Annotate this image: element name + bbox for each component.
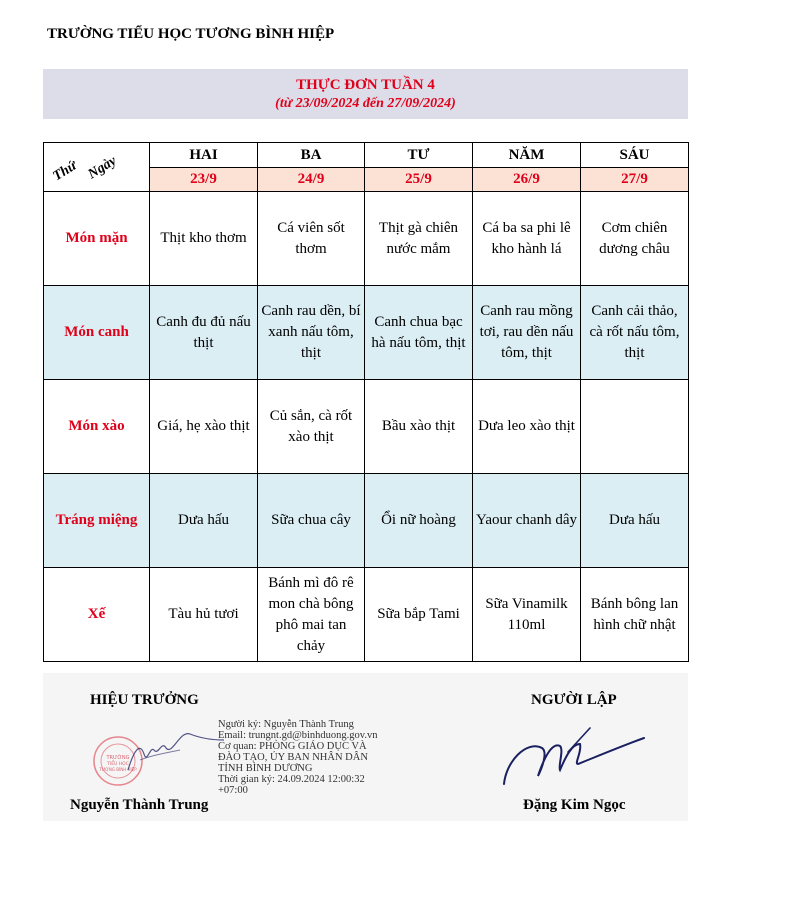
principal-title: HIỆU TRƯỞNG <box>90 692 199 708</box>
date-cell: 25/9 <box>365 168 473 192</box>
date-cell: 27/9 <box>581 168 689 192</box>
day-header: TƯ <box>365 143 473 168</box>
menu-cell: Canh chua bạc hà nấu tôm, thịt <box>365 286 473 380</box>
table-row <box>44 568 689 662</box>
menu-cell: Giá, hẹ xào thịt <box>150 380 258 474</box>
menu-cell: Cá ba sa phi lê kho hành lá <box>473 192 581 286</box>
digital-line: Email: trungnt.gd@binhduong.gov.vn <box>218 730 378 741</box>
preparer-name: Đặng Kim Ngọc <box>523 797 626 813</box>
day-header: BA <box>258 143 365 168</box>
preparer-title: NGƯỜI LẬP <box>531 692 617 708</box>
menu-cell: Thịt gà chiên nước mắm <box>365 192 473 286</box>
menu-cell: Sữa bắp Tami <box>365 568 473 662</box>
digital-line: Cơ quan: PHÒNG GIÁO DỤC VÀ <box>218 741 367 752</box>
menu-cell: Canh đu đủ nấu thịt <box>150 286 258 380</box>
principal-signature-icon <box>120 720 230 780</box>
menu-cell: Cơm chiên dương châu <box>581 192 689 286</box>
menu-cell: Canh rau mồng tơi, rau dền nấu tôm, thịt <box>473 286 581 380</box>
menu-cell: Sữa Vinamilk 110ml <box>473 568 581 662</box>
menu-cell: Canh rau dền, bí xanh nấu tôm, thịt <box>258 286 365 380</box>
corner-thu: Thứ <box>50 158 80 185</box>
menu-cell: Cá viên sốt thơm <box>258 192 365 286</box>
date-cell: 26/9 <box>473 168 581 192</box>
menu-cell: Dưa hấu <box>150 474 258 568</box>
corner-ngay: Ngày <box>85 153 120 183</box>
digital-line: Thời gian ký: 24.09.2024 12:00:32 <box>218 774 365 785</box>
menu-cell: Bánh mì đô rê mon chà bông phô mai tan chảy <box>258 568 365 662</box>
menu-banner <box>43 69 688 119</box>
row-label: Xế <box>44 568 150 662</box>
row-label: Tráng miệng <box>44 474 150 568</box>
row-label: Món xào <box>44 380 150 474</box>
digital-line: ĐÀO TẠO, ỦY BAN NHÂN DÂN <box>218 752 368 763</box>
digital-signature-info <box>218 719 408 796</box>
menu-cell: Củ sắn, cà rốt xào thịt <box>258 380 365 474</box>
menu-date-range: (từ 23/09/2024 đến 27/09/2024) <box>275 96 456 111</box>
menu-cell: Dưa leo xào thịt <box>473 380 581 474</box>
table-row <box>44 192 689 286</box>
table-row <box>44 380 689 474</box>
weekly-menu-table <box>43 142 689 662</box>
menu-cell <box>581 380 689 474</box>
date-cell: 23/9 <box>150 168 258 192</box>
day-row <box>44 143 689 168</box>
menu-cell: Yaour chanh dây <box>473 474 581 568</box>
corner-header <box>44 143 150 192</box>
preparer-signature-icon <box>498 722 648 792</box>
menu-cell: Canh cải thảo, cà rốt nấu tôm, thịt <box>581 286 689 380</box>
row-label: Món canh <box>44 286 150 380</box>
menu-cell: Bánh bông lan hình chữ nhật <box>581 568 689 662</box>
menu-cell: Sữa chua cây <box>258 474 365 568</box>
day-header: NĂM <box>473 143 581 168</box>
menu-cell: Dưa hấu <box>581 474 689 568</box>
digital-line: +07:00 <box>218 785 248 796</box>
menu-cell: Tàu hủ tươi <box>150 568 258 662</box>
menu-cell: Bầu xào thịt <box>365 380 473 474</box>
day-header: SÁU <box>581 143 689 168</box>
principal-name: Nguyễn Thành Trung <box>70 797 209 813</box>
svg-text:TRƯỜNG: TRƯỜNG <box>106 755 130 761</box>
digital-line: Người ký: Nguyễn Thành Trung <box>218 719 354 730</box>
svg-text:TƯƠNG BÌNH HIỆP: TƯƠNG BÌNH HIỆP <box>99 767 137 772</box>
table-row <box>44 474 689 568</box>
school-name: TRƯỜNG TIỂU HỌC TƯƠNG BÌNH HIỆP <box>47 26 335 42</box>
svg-text:TIỂU HỌC: TIỂU HỌC <box>107 762 129 767</box>
row-label: Món mặn <box>44 192 150 286</box>
menu-cell: Ổi nữ hoàng <box>365 474 473 568</box>
menu-title: THỰC ĐƠN TUẦN 4 <box>296 77 435 93</box>
day-header: HAI <box>150 143 258 168</box>
menu-cell: Thịt kho thơm <box>150 192 258 286</box>
table-row <box>44 286 689 380</box>
date-cell: 24/9 <box>258 168 365 192</box>
digital-line: TỈNH BÌNH DƯƠNG <box>218 763 313 774</box>
